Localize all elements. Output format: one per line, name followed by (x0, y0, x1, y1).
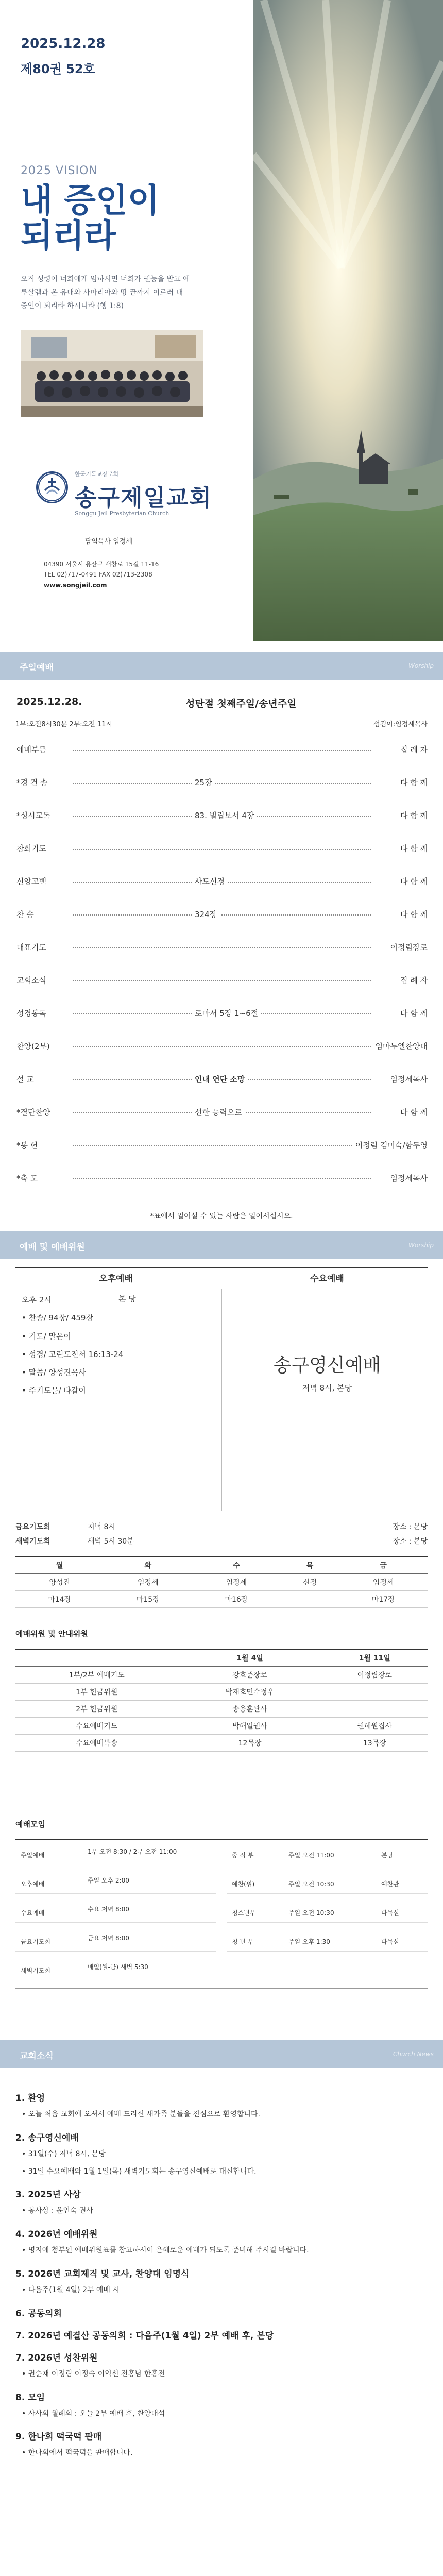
meeting-row (15, 1931, 216, 1952)
order-row (16, 1072, 428, 1087)
leader-dots (73, 914, 371, 916)
meeting-row (15, 1960, 216, 1980)
department-name: 예찬(위) (232, 1880, 255, 1888)
meeting-row (15, 1902, 216, 1923)
department-place: 다목실 (381, 1909, 399, 1917)
order-label: *축 도 (16, 1173, 41, 1183)
order-leader: 다 함 께 (397, 843, 428, 854)
table-header: 금 (339, 1556, 428, 1574)
order-label: *경 건 송 (16, 777, 51, 788)
worship-date: 2025.12.28. (16, 696, 82, 707)
table-cell (281, 1591, 339, 1608)
leader-dots (73, 1178, 371, 1179)
order-content: 324장 (192, 909, 220, 920)
table-cell: 마14장 (15, 1591, 104, 1608)
section-subtitle: Church News (393, 2050, 434, 2058)
table-header: 목 (281, 1556, 339, 1574)
meeting-row (15, 1844, 216, 1865)
order-row (16, 907, 428, 922)
leader-dots (73, 1046, 371, 1047)
order-content: 83. 빌립보서 4장 (192, 810, 257, 821)
table-cell: 2부 헌금위원 (15, 1701, 178, 1718)
afternoon-item: • 찬송/ 94장/ 459장 (22, 1313, 93, 1323)
table-row (15, 1667, 428, 1684)
order-content: 선한 능력으로 (192, 1107, 245, 1117)
department-time: 주일 오전 10:30 (288, 1880, 334, 1888)
leader-dots (73, 947, 371, 948)
department-place: 본당 (381, 1852, 394, 1859)
order-label: 설 교 (16, 1074, 37, 1084)
afternoon-program (22, 1291, 217, 1400)
leader-dots (73, 980, 371, 981)
meeting-row (15, 1873, 216, 1894)
leader-dots (73, 750, 371, 751)
table-row (15, 1591, 428, 1608)
news-heading: 9. 한나회 떡국떡 판매 (15, 2432, 102, 2443)
vision-label: 2025 VISION (21, 164, 98, 177)
department-time: 주일 오전 10:30 (288, 1909, 334, 1917)
order-leader: 임마누엘찬양대 (372, 1041, 428, 1052)
church-name: 송구제일교회 (75, 485, 213, 511)
news-line: • 사사회 월례회 : 오늘 2부 예배 후, 찬양대석 (22, 2409, 165, 2418)
table-row (15, 1684, 428, 1701)
news-line: • 다음주(1월 4일) 2부 예배 시 (22, 2285, 120, 2294)
order-label: 성경봉독 (16, 1008, 49, 1019)
order-leader: 다 함 께 (397, 1107, 428, 1117)
worship-header (15, 693, 428, 728)
department-time: 주일 오전 11:00 (288, 1852, 334, 1859)
order-leader: 이정림 김미숙/함두영 (352, 1140, 428, 1150)
meeting-name: 수요예배 (21, 1909, 45, 1917)
cover (0, 0, 443, 641)
department-row (227, 1902, 428, 1923)
worship-times: 1부:오전8시30분 2부:오전 11시 (15, 721, 112, 728)
order-row (16, 1039, 428, 1054)
department-name: 중 직 부 (232, 1852, 254, 1859)
section-header-worship (0, 652, 443, 680)
wednesday-header: 수요예배 (227, 1268, 428, 1289)
order-label: *봉 헌 (16, 1140, 41, 1150)
church-news-list (15, 2081, 428, 2460)
vision-title-line-2: 되리라 (21, 217, 116, 256)
prayer-place: 장소 : 본당 (393, 1537, 428, 1546)
meeting-left (15, 1840, 216, 1990)
table-row (15, 1718, 428, 1735)
department-row (227, 1844, 428, 1865)
order-label: 대표기도 (16, 942, 49, 953)
table-header: 1월 11일 (322, 1649, 428, 1667)
prayer-place: 장소 : 본당 (393, 1523, 428, 1531)
news-heading: 1. 환영 (15, 2093, 45, 2104)
table-cell: 13목장 (322, 1735, 428, 1752)
afternoon-item: • 성경/ 고린도전서 16:13-24 (22, 1349, 124, 1359)
news-heading: 3. 2025년 사상 (15, 2190, 81, 2200)
order-row (16, 775, 428, 790)
news-heading: 5. 2026년 교회제직 및 교사, 찬양대 임명식 (15, 2268, 190, 2279)
table-header: 월 (15, 1556, 104, 1574)
order-content: 인내 연단 소망 (192, 1074, 248, 1084)
order-label: 신앙고백 (16, 876, 49, 887)
worship-conductor: 섬김이:임정세목사 (373, 721, 428, 728)
section-header-news (0, 2040, 443, 2068)
afternoon-item: 오후 2시 (22, 1295, 52, 1304)
order-row (16, 874, 428, 889)
prayer-meetings (15, 1520, 428, 1549)
table-cell: 송용훈관사 (178, 1701, 322, 1718)
table-cell: 임정세 (339, 1574, 428, 1591)
address-line-1: 04390 서울시 용산구 새창로 15길 11-16 (44, 561, 159, 568)
church-name-en: Songgu Jeil Presbyterian Church (75, 510, 169, 517)
afternoon-header: 오후예배 (15, 1268, 216, 1289)
table-row (15, 1735, 428, 1752)
order-leader: 다 함 께 (397, 1008, 428, 1019)
afternoon-item: • 기도/ 말은이 (22, 1331, 71, 1341)
order-label: 찬 송 (16, 909, 37, 920)
news-heading: 2. 송구영신예배 (15, 2132, 79, 2143)
section-header-meetings (0, 1231, 443, 1259)
meeting-title: 예배모임 (15, 1820, 45, 1829)
meeting-name: 오후예배 (21, 1880, 45, 1888)
afternoon-item: • 주기도문/ 다같이 (22, 1386, 86, 1396)
order-leader: 다 함 께 (397, 909, 428, 920)
table-cell (322, 1701, 428, 1718)
standing-note: *표에서 일어설 수 있는 사람은 일어서십시오. (150, 1212, 293, 1221)
news-line: • 명지에 첨부된 예배위원표를 참고하시어 은혜로운 예배가 되도록 준비해 주시길 바랍니다. (22, 2246, 309, 2255)
cover-text (21, 36, 242, 313)
meeting-right (227, 1840, 428, 1990)
department-place: 예찬관 (381, 1880, 399, 1888)
congregation-photo (21, 330, 203, 417)
afternoon-and-wednesday (15, 1267, 428, 1510)
news-line: • 오늘 처음 교회에 오셔서 예배 드리신 새가족 분들을 진심으로 환영합니다. (22, 2110, 260, 2119)
prayer-name: 새벽기도회 (15, 1537, 50, 1546)
table-cell: 이정림장로 (322, 1667, 428, 1684)
order-row (16, 940, 428, 955)
table-header: 수 (192, 1556, 281, 1574)
table-cell: 12목장 (178, 1735, 322, 1752)
wednesday-service (227, 1351, 428, 1393)
wednesday-time: 저녁 8시, 본당 (302, 1383, 352, 1393)
meeting-time: 매일(월-금) 새벽 5:30 (88, 1963, 148, 1971)
order-leader: 임정세목사 (387, 1173, 428, 1183)
committee-table (15, 1649, 428, 1752)
committee-title: 예배위원 및 안내위원 (15, 1629, 88, 1638)
meeting-name: 주일예배 (21, 1852, 45, 1859)
prayer-row (15, 1534, 428, 1549)
meeting-schedule (15, 1839, 428, 1989)
news-heading: 6. 공동의회 (15, 2308, 62, 2319)
order-leader: 집 례 자 (397, 975, 428, 986)
wednesday-title: 송구영신예배 (273, 1355, 381, 1376)
meeting-name: 새벽기도회 (21, 1967, 50, 1974)
department-name: 청 년 부 (232, 1938, 254, 1945)
order-label: 찬양(2부) (16, 1041, 53, 1052)
table-cell: 수요예배특송 (15, 1735, 178, 1752)
order-row (16, 973, 428, 988)
news-heading: 8. 모임 (15, 2392, 45, 2403)
order-label: *결단찬양 (16, 1107, 53, 1117)
worship-title: 성탄절 첫째주일/송년주일 (185, 698, 297, 709)
leader-dots (73, 849, 371, 850)
meeting-time: 금요 저녁 8:00 (88, 1935, 129, 1942)
order-row (16, 808, 428, 823)
meeting-time: 주일 오후 2:00 (88, 1877, 129, 1884)
table-row (15, 1574, 428, 1591)
church-website-link[interactable]: www.songjeil.com (44, 581, 107, 589)
section-title: 주일예배 (20, 663, 54, 673)
news-line: • 31일 수요예배와 1월 1일(목) 새벽기도회는 송구영신예배로 대신합니다. (22, 2167, 257, 2176)
cover-landscape-image (253, 0, 443, 641)
order-content: 사도신경 (192, 876, 228, 887)
table-cell: 박재호민수정우 (178, 1684, 322, 1701)
church-logo (36, 471, 68, 503)
prayer-time: 새벽 5시 30분 (88, 1537, 134, 1546)
church-denomination: 한국기독교장로회 (75, 471, 119, 478)
prayer-time: 저녁 8시 (88, 1523, 115, 1531)
section-subtitle: Worship (408, 662, 434, 669)
news-line: • 봉사상 : 윤인숙 권사 (22, 2207, 93, 2215)
table-cell: 1부 헌금위원 (15, 1684, 178, 1701)
table-header (15, 1649, 178, 1667)
church-address (44, 559, 159, 590)
table-cell: 임정세 (192, 1574, 281, 1591)
afternoon-place: 본 당 (118, 1294, 136, 1303)
prayer-name: 금요기도회 (15, 1523, 50, 1531)
table-cell: 박해일권사 (178, 1718, 322, 1735)
news-heading: 7. 2026년 성찬위원 (15, 2352, 98, 2363)
order-leader: 다 함 께 (397, 810, 428, 821)
order-leader: 다 함 께 (397, 777, 428, 788)
department-row (227, 1873, 428, 1894)
bulletin-issue: 제80권 52호 (21, 62, 95, 76)
leader-dots (73, 1145, 371, 1146)
order-leader: 다 함 께 (397, 876, 428, 887)
order-row (16, 1138, 428, 1153)
prayer-row (15, 1520, 428, 1534)
order-row (16, 841, 428, 856)
meeting-time: 1부 오전 8:30 / 2부 오전 11:00 (88, 1848, 177, 1855)
meeting-time: 수요 저녁 8:00 (88, 1906, 129, 1913)
order-label: 예배부름 (16, 744, 49, 755)
order-content: 25장 (192, 777, 215, 788)
department-row (227, 1931, 428, 1952)
news-heading: 4. 2026년 예배위원 (15, 2229, 98, 2240)
meeting-name: 금요기도회 (21, 1938, 50, 1945)
address-line-2: TEL 02)717-0491 FAX 02)713-2308 (44, 571, 152, 579)
table-cell: 마17장 (339, 1591, 428, 1608)
table-header: 화 (104, 1556, 193, 1574)
table-header: 1월 4일 (178, 1649, 322, 1667)
table-cell: 양성진 (15, 1574, 104, 1591)
order-content: 로마서 5장 1~6절 (192, 1008, 261, 1019)
afternoon-item: • 말씀/ 양성진목사 (22, 1368, 86, 1377)
order-row (16, 742, 428, 757)
order-row (16, 1171, 428, 1186)
table-cell: 마15장 (104, 1591, 193, 1608)
order-leader: 임정세목사 (387, 1074, 428, 1084)
news-line: • 31일(수) 저녁 8시, 본당 (22, 2149, 106, 2158)
section-title: 교회소식 (20, 2051, 54, 2061)
order-label: 참회기도 (16, 843, 49, 854)
leader-dots (73, 783, 371, 784)
vision-title-line-1: 내 증인이 (21, 182, 160, 220)
order-label: *성시교독 (16, 810, 53, 821)
table-cell: 신정 (281, 1574, 339, 1591)
bulletin-date: 2025.12.28 (21, 36, 106, 52)
news-line: • 권순재 이정림 이정숙 이익선 전홍남 한홍전 (22, 2369, 165, 2378)
vision-description: 오직 성령이 너희에게 임하시면 너희가 권능을 받고 예루살렘과 온 유대와 사마리아와 땅 끝까지 이르러 내 증인이 되리라 하시니라 (행 1:8) (21, 275, 190, 310)
table-cell: 임정세 (104, 1574, 193, 1591)
department-name: 청소년부 (232, 1909, 256, 1917)
department-time: 주일 오후 1:30 (288, 1938, 330, 1945)
table-cell (322, 1684, 428, 1701)
order-label: 교회소식 (16, 975, 49, 986)
section-subtitle: Worship (408, 1242, 434, 1249)
order-leader: 이정림장로 (387, 942, 428, 953)
news-line: • 한나회에서 떡국떡을 판매합니다. (22, 2449, 133, 2458)
table-cell: 권혜원집사 (322, 1718, 428, 1735)
table-cell: 1부/2부 예배기도 (15, 1667, 178, 1684)
order-row (16, 1105, 428, 1120)
vision-title (21, 183, 242, 255)
order-leader: 집 례 자 (397, 744, 428, 755)
news-heading: 7. 2026년 예결산 공동의회 : 다음주(1월 4일) 2부 예배 후, 본당 (15, 2330, 274, 2341)
table-row (15, 1701, 428, 1718)
table-cell: 마16장 (192, 1591, 281, 1608)
table-cell: 강효준장로 (178, 1667, 322, 1684)
senior-pastor: 담임목사 임정세 (85, 538, 133, 546)
table-cell: 수요예배기도 (15, 1718, 178, 1735)
section-title: 예배 및 예배위원 (20, 1242, 85, 1252)
department-place: 다목실 (381, 1938, 399, 1945)
daily-devotion-table (15, 1556, 428, 1608)
order-row (16, 1006, 428, 1021)
